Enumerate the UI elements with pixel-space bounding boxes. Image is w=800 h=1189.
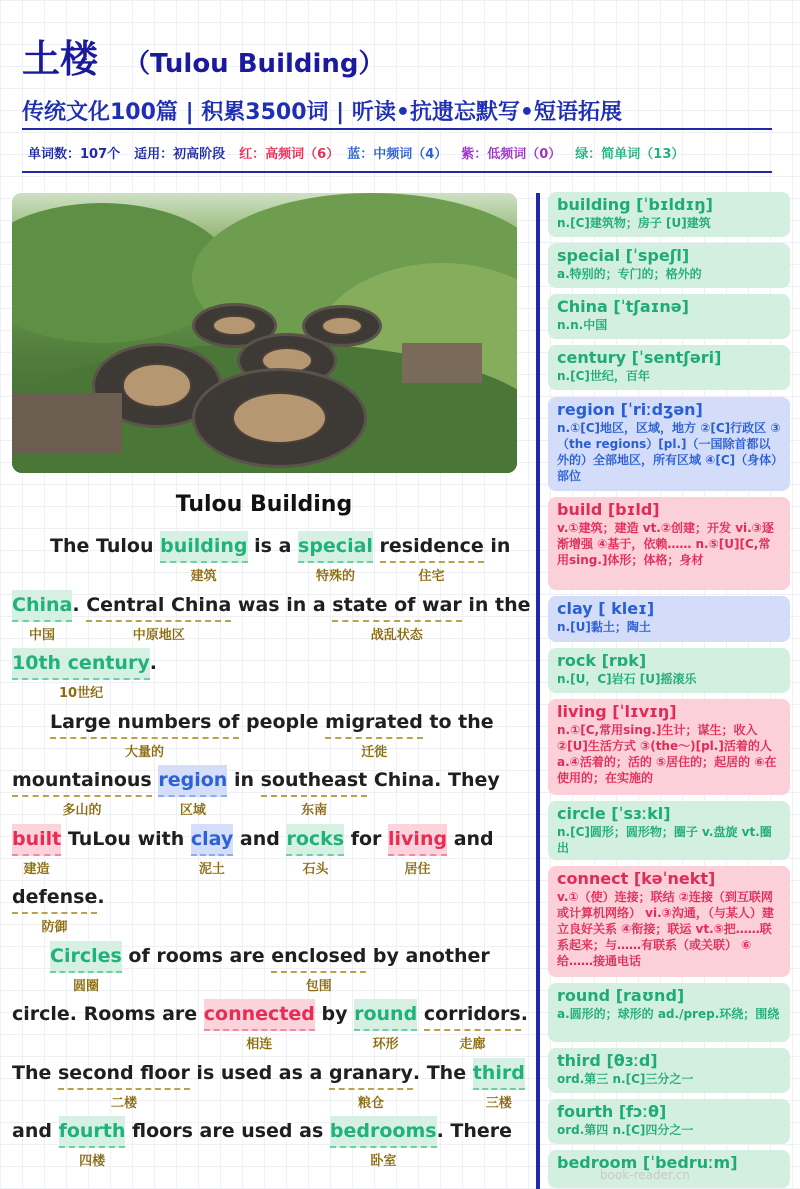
vocab-word-text: rocks [286, 828, 345, 850]
vocab-word[interactable] [332, 590, 462, 643]
article-title: Tulou Building [175, 492, 353, 517]
vocab-card-headword: region [ˈriːdʒən] [557, 400, 703, 419]
vocab-card[interactable] [548, 397, 790, 491]
vocab-word[interactable] [190, 824, 234, 877]
vocab-card[interactable] [548, 648, 790, 693]
article-line [12, 1058, 525, 1111]
vocab-word[interactable] [388, 824, 448, 877]
article-text: . There [436, 1120, 513, 1142]
vocab-word-text: clay [190, 828, 234, 850]
vocab-card-headword: third [θɜːd] [557, 1051, 658, 1070]
vocab-word-text: residence [379, 535, 484, 557]
article-line [12, 1116, 513, 1169]
vocab-word-text: China [12, 594, 73, 616]
article-text: for [344, 828, 389, 850]
header-divider-top [22, 128, 772, 130]
article-text: by [314, 1003, 355, 1025]
vocab-card-headword: circle [ˈsɜːkl] [557, 804, 671, 823]
vocab-word[interactable] [160, 531, 248, 584]
word-gloss: 圆圈 [73, 979, 100, 994]
vocab-word-text: granary [328, 1062, 413, 1084]
page-title-en: （Tulou Building） [124, 49, 385, 79]
vocab-card-definition: n.①[C]地区，区域，地方 ②[C]行政区 ③（the regions）[pl.]（一国除首都以外的）全部地区，所有区域 ④[C]（身体）部位 [557, 421, 781, 483]
article-text: is used as a [189, 1062, 329, 1084]
vocab-card-headword: round [raʊnd] [557, 986, 685, 1005]
vocab-card-headword: fourth [fɔːθ] [557, 1102, 667, 1121]
vocab-card-definition: ord.第三 n.[C]三分之一 [557, 1072, 694, 1086]
article-text: circle. Rooms are [12, 1003, 204, 1025]
vocab-word[interactable] [286, 824, 345, 877]
vocab-word[interactable] [298, 531, 373, 584]
vocab-word[interactable] [260, 765, 368, 818]
article-line [12, 765, 500, 818]
vocab-card[interactable] [548, 596, 790, 642]
vocab-card-definition: v.①（使）连接；联结 ②连接（到互联网或计算机网络） vi.③沟通，（与某人）建立良好关系 ④衔接；联运 vt.⑤把……联系起来；与……有联系（或关联） ⑥给……接通电话 [557, 890, 774, 968]
word-gloss: 卧室 [370, 1154, 397, 1169]
vocab-word[interactable] [328, 1058, 413, 1111]
stat-word-count: 单词数：107个 [28, 147, 121, 162]
article-text: by another [366, 945, 490, 967]
word-gloss: 迁徙 [361, 745, 388, 760]
photo-house [12, 393, 122, 453]
vocab-word[interactable] [12, 765, 152, 818]
vocab-card-definition: n.[U]黏土；陶土 [557, 620, 651, 634]
article-text: floors are used as [125, 1120, 330, 1142]
vocab-word-text: defense [12, 886, 98, 908]
vocab-word-text: round [354, 1003, 418, 1025]
vocab-card-headword: bedroom [ˈbedruːm] [557, 1153, 738, 1172]
vocab-card[interactable] [548, 497, 790, 590]
vocab-card-definition: n.[C]圆形；圆形物；圈子 v.盘旋 vt.圈出 [557, 825, 772, 855]
article-line [50, 707, 494, 760]
vocab-card-headword: China [ˈtʃaɪnə] [557, 297, 689, 316]
article-text: and [447, 828, 494, 850]
vocab-word[interactable] [86, 590, 232, 643]
vocab-card-headword: living [ˈlɪvɪŋ] [557, 702, 677, 721]
article-text: was in a [231, 594, 333, 616]
vocab-card-headword: building [ˈbɪldɪŋ] [557, 195, 713, 214]
vocab-word-text: enclosed [271, 945, 367, 967]
word-gloss: 建造 [23, 862, 50, 877]
word-gloss: 多山的 [62, 803, 102, 818]
article-line [12, 590, 531, 643]
vocab-card-definition: v.①建筑；建造 vt.②创建；开发 vi.③逐渐增强 ④基于，依赖…… n.⑤[U][C,常用sing.]体形；体格；身材 [557, 521, 774, 567]
word-gloss: 中国 [29, 628, 56, 643]
article-text: The [12, 1062, 58, 1084]
header [22, 28, 782, 126]
word-gloss: 住宅 [418, 569, 445, 584]
vocab-word-text: corridors [423, 1003, 521, 1025]
word-gloss: 防御 [41, 920, 68, 935]
word-gloss: 包围 [305, 979, 332, 994]
word-gloss: 相连 [246, 1037, 273, 1052]
vocab-word-text: Circles [50, 945, 122, 967]
vocab-word[interactable] [12, 882, 98, 935]
vocab-card-headword: connect [kəˈnekt] [557, 869, 716, 888]
article-line [50, 531, 511, 584]
vocab-card[interactable] [548, 983, 790, 1042]
stat-red: 红：高频词（6） [239, 147, 340, 162]
vocab-word[interactable] [158, 765, 228, 818]
article-line [50, 941, 490, 994]
vocab-card[interactable] [548, 1048, 790, 1093]
word-gloss: 四楼 [79, 1154, 106, 1169]
word-gloss: 泥土 [198, 862, 225, 877]
vocab-word[interactable] [472, 1058, 525, 1111]
word-gloss: 战乱状态 [370, 628, 423, 643]
vocab-card-definition: n.①[C,常用sing.]生计；谋生；收入 ②[U]生活方式 ③(the～)[pl.]活着的人 a.④活着的；活的 ⑤居住的；起居的 ⑥在使用的；在实施的 [557, 723, 777, 785]
page-subtitle: 传统文化100篇 | 积累3500词 | 听读•抗遗忘默写•短语拓展 [22, 100, 622, 125]
vocab-word-text: fourth [58, 1120, 126, 1142]
vocab-word-text: third [472, 1062, 525, 1084]
article-text: . [72, 594, 87, 616]
vocab-word[interactable] [12, 824, 62, 877]
article-text: in [483, 535, 511, 557]
title-row [22, 28, 782, 83]
vocab-word[interactable] [203, 999, 315, 1052]
stats-bar [28, 143, 788, 162]
word-gloss: 东南 [301, 803, 328, 818]
word-gloss: 特殊的 [316, 569, 356, 584]
vocab-word[interactable] [354, 999, 418, 1052]
vocab-word[interactable] [271, 941, 367, 994]
article-text: and [12, 1120, 59, 1142]
word-gloss: 10世纪 [59, 686, 104, 701]
article-text: . [97, 886, 105, 908]
vocab-word[interactable] [50, 941, 122, 994]
article-text: The Tulou [50, 535, 161, 557]
vocab-word[interactable] [329, 1116, 437, 1169]
word-gloss: 粮仓 [357, 1096, 384, 1111]
vocab-word-text: state of war [332, 594, 462, 616]
sidebar-divider [536, 193, 540, 1189]
vocab-card-definition: ord.第四 n.[C]四分之一 [557, 1123, 694, 1137]
vocab-card[interactable] [548, 866, 790, 977]
vocab-word-text: 10th century [12, 652, 150, 674]
article-text: and [233, 828, 287, 850]
word-gloss: 居住 [404, 862, 431, 877]
article-line [12, 824, 494, 877]
vocab-word-text: living [388, 828, 448, 850]
vocab-card[interactable] [548, 294, 790, 339]
word-gloss: 中原地区 [132, 628, 185, 643]
vocab-card[interactable] [548, 192, 790, 237]
vocab-card-definition: a.特别的；专门的；格外的 [557, 267, 702, 281]
vocab-card-headword: special [ˈspeʃl] [557, 246, 690, 265]
stat-green: 绿：简单词（13） [575, 147, 685, 162]
article-text [152, 769, 159, 791]
article-text: . The [412, 1062, 473, 1084]
vocab-card[interactable] [548, 699, 790, 795]
photo-house [402, 343, 482, 383]
tulou-ring [192, 368, 367, 468]
word-gloss: 大量的 [125, 745, 165, 760]
vocab-word[interactable] [50, 707, 240, 760]
article-text: TuLou with [61, 828, 191, 850]
vocab-card-headword: clay [ kleɪ] [557, 599, 655, 618]
article-text [417, 1003, 424, 1025]
word-gloss: 环形 [372, 1037, 399, 1052]
word-gloss: 石头 [302, 862, 329, 877]
vocab-card-headword: rock [rɒk] [557, 651, 647, 670]
stat-blue: 蓝：中频词（4） [347, 147, 448, 162]
article-text: . [149, 652, 157, 674]
vocab-word-text: Central China [86, 594, 232, 616]
vocab-word-text: region [158, 769, 228, 791]
vocab-word-text: building [160, 535, 248, 557]
vocab-word[interactable] [379, 531, 484, 584]
vocab-word[interactable] [58, 1116, 126, 1169]
article-text [373, 535, 380, 557]
article-text: to the [422, 711, 494, 733]
vocab-card[interactable] [548, 801, 790, 860]
word-gloss: 三楼 [485, 1096, 512, 1111]
article-text: people [239, 711, 326, 733]
vocab-card-definition: n.n.中国 [557, 318, 608, 332]
article-text: of rooms are [121, 945, 272, 967]
article-text: in the [461, 594, 531, 616]
page-title-cn: 土楼 [22, 37, 99, 81]
article-text: . [520, 1003, 528, 1025]
vocab-card[interactable] [548, 1099, 790, 1144]
stat-purple: 紫：低频词（0） [461, 147, 562, 162]
vocab-word[interactable] [12, 590, 73, 643]
word-gloss: 二楼 [111, 1096, 138, 1111]
vocab-card-definition: n.[C]世纪，百年 [557, 369, 650, 383]
vocab-word[interactable] [325, 707, 423, 760]
vocab-word[interactable] [58, 1058, 190, 1111]
article-line [12, 648, 157, 701]
vocab-word-text: mountainous [12, 769, 152, 791]
article-text: China. They [367, 769, 500, 791]
vocab-word-text: southeast [260, 769, 368, 791]
word-gloss: 建筑 [190, 569, 217, 584]
vocab-word[interactable] [12, 648, 150, 701]
watermark: book-reader.cn [600, 1168, 690, 1182]
vocab-word-text: connected [203, 1003, 315, 1025]
vocab-word[interactable] [423, 999, 521, 1052]
vocab-word-text: bedrooms [329, 1120, 437, 1142]
vocab-card-definition: a.圆形的；球形的 ad./prep.环绕；围绕 [557, 1007, 780, 1021]
vocab-word-text: special [298, 535, 373, 557]
tulou-photo [12, 193, 517, 473]
article-line [12, 999, 528, 1052]
vocab-card[interactable] [548, 243, 790, 288]
vocab-card-headword: century [ˈsentʃəri] [557, 348, 722, 367]
vocab-word-text: built [12, 828, 62, 850]
vocab-card-definition: n.[U，C]岩石 [U]摇滚乐 [557, 672, 697, 686]
vocab-card-headword: build [bɪld] [557, 500, 660, 519]
article-text: is a [247, 535, 299, 557]
vocab-card-definition: n.[C]建筑物；房子 [U]建筑 [557, 216, 711, 230]
word-gloss: 走廊 [459, 1037, 486, 1052]
word-gloss: 区域 [179, 803, 206, 818]
article-text: in [227, 769, 261, 791]
vocab-word-text: second floor [58, 1062, 190, 1084]
vocab-word-text: migrated [325, 711, 423, 733]
vocab-word-text: Large numbers of [50, 711, 240, 733]
stat-level: 适用：初高阶段 [134, 147, 226, 162]
article-line [12, 882, 105, 935]
header-divider-bottom [22, 171, 772, 173]
vocab-card[interactable] [548, 345, 790, 390]
